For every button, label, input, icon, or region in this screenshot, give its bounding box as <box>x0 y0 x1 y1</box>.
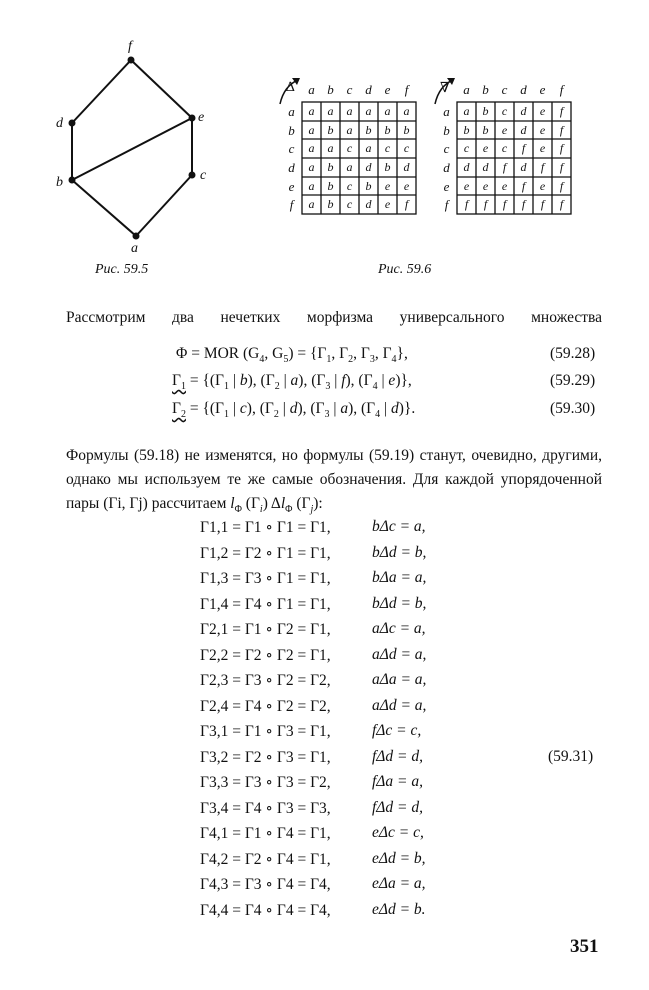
label-e: e <box>198 110 205 125</box>
table-cell: b <box>403 123 410 137</box>
composition-rhs: eΔa = a, <box>372 875 426 892</box>
composition-rhs: aΔc = a, <box>372 620 426 637</box>
table-cell: a <box>365 141 372 155</box>
table-cell: b <box>365 179 372 193</box>
row-header: c <box>443 141 450 156</box>
table-cell: b <box>482 123 489 137</box>
table-cell: f <box>502 197 507 211</box>
node-f <box>128 57 135 64</box>
column-header: d <box>365 82 372 97</box>
column-header: e <box>384 82 391 97</box>
composition-rhs: bΔd = b, <box>372 543 427 561</box>
table-cell: d <box>365 197 372 211</box>
row-header: a <box>443 104 450 119</box>
paragraph: Формулы (59.18) не изменятся, но формулы (59.19) станут, очевидно, другими, однако мы используем те же самые обозначения. Для каждой упорядоченной пары (Γi, Γj) рассчитаем $l_\Phi$ $(\Gamma_i)$ $\Delta l_\Phi$ $(\Gamma_j)$: <box>66 447 602 516</box>
row-header: d <box>443 160 450 175</box>
composition-rhs: bΔd = b, <box>372 594 427 612</box>
composition-rhs: fΔd = d, <box>372 747 423 765</box>
join-symbol: ∇ <box>440 81 450 96</box>
composition-lhs: Γ1,2 = Γ2 ∘ Γ1 = Γ1, <box>200 544 331 562</box>
table-cell: a <box>384 104 391 118</box>
composition-rhs: eΔc = c, <box>372 824 424 841</box>
equation-number: (59.31) <box>548 748 594 765</box>
table-cell: f <box>559 141 564 155</box>
table-cell: e <box>384 197 391 211</box>
composition-rhs: eΔd = b. <box>372 900 426 918</box>
table-cell: e <box>539 104 546 118</box>
table-cell: a <box>327 104 334 118</box>
node-c <box>189 172 196 179</box>
table-cell: f <box>521 141 526 155</box>
lattice-diagram <box>40 30 230 260</box>
node-e <box>189 115 196 122</box>
table-cell: d <box>520 104 527 118</box>
figure-caption-59-5: Рис. 59.5 <box>95 262 149 277</box>
composition-lhs: Γ2,4 = Γ4 ∘ Γ2 = Γ2, <box>200 697 331 715</box>
composition-rhs: fΔd = d, <box>372 798 423 816</box>
table-cell: b <box>327 160 334 174</box>
table-cell: f <box>464 197 469 211</box>
row-header: d <box>288 160 295 175</box>
table-cell: e <box>501 179 508 193</box>
table-cell: c <box>346 141 353 155</box>
table-cell: b <box>327 123 334 137</box>
label-d: d <box>56 116 63 131</box>
composition-lhs: Γ2,2 = Γ2 ∘ Γ2 = Γ1, <box>200 646 331 664</box>
composition-rhs: aΔd = a, <box>372 645 427 663</box>
composition-lhs: Γ3,4 = Γ4 ∘ Γ3 = Γ3, <box>200 799 331 817</box>
table-cell: d <box>482 160 489 174</box>
column-header: f <box>404 82 409 97</box>
label-b: b <box>56 175 63 190</box>
table-cell: e <box>501 123 508 137</box>
composition-lhs: Γ3,3 = Γ3 ∘ Γ3 = Γ2, <box>200 774 331 791</box>
equation-59-28: Φ = MOR ($G_4$, $G_5) = \{\Gamma_1$, $\Gamma_2$, $\Gamma_3$, $\Gamma_4$}, <box>176 345 408 366</box>
table-cell: d <box>520 160 527 174</box>
composition-lhs: Γ2,3 = Γ3 ∘ Γ2 = Γ2, <box>200 672 331 689</box>
table-cell: c <box>346 197 353 211</box>
row-header: e <box>288 179 295 194</box>
column-header: b <box>482 82 489 97</box>
table-cell: c <box>463 141 470 155</box>
composition-rhs: bΔa = a, <box>372 569 427 586</box>
table-cell: a <box>308 197 315 211</box>
paragraph-text: Формулы (59.18) не изменятся, но формулы (59.19) станут, очевидно, другими, однако мы используем те же самые обозначения. Для каждой упорядоченной пары (Γi, Γj) рассчитаем <box>66 447 602 512</box>
table-cell: d <box>463 160 470 174</box>
table-cell: c <box>346 179 353 193</box>
table-cell: e <box>539 179 546 193</box>
column-header: d <box>520 82 527 97</box>
table-cell: c <box>384 141 391 155</box>
table-cell: b <box>384 123 391 137</box>
row-header: a <box>288 104 295 119</box>
column-header: a <box>463 82 470 97</box>
equation-number: (59.28) <box>550 345 596 362</box>
table-cell: a <box>308 141 315 155</box>
table-cell: a <box>346 160 353 174</box>
table-cell: b <box>327 197 334 211</box>
table-cell: f <box>502 160 507 174</box>
composition-rhs: eΔd = b, <box>372 849 426 867</box>
table-cell: e <box>482 179 489 193</box>
table-cell: b <box>482 104 489 118</box>
composition-lhs: Γ4,4 = Γ4 ∘ Γ4 = Γ4, <box>200 901 331 919</box>
table-cell: e <box>463 179 470 193</box>
table-cell: f <box>559 123 564 137</box>
column-header: c <box>501 82 508 97</box>
table-cell: a <box>308 123 315 137</box>
page-number: 351 <box>570 936 599 957</box>
row-header: c <box>288 141 295 156</box>
table-cell: c <box>403 141 410 155</box>
table-cell: b <box>384 160 391 174</box>
composition-lhs: Γ1,4 = Γ4 ∘ Γ1 = Γ1, <box>200 595 331 613</box>
table-cell: a <box>365 104 372 118</box>
row-header: f <box>444 197 449 212</box>
table-cell: d <box>365 160 372 174</box>
table-cell: f <box>559 179 564 193</box>
row-header: e <box>443 179 450 194</box>
row-header: b <box>443 123 450 138</box>
row-header: b <box>288 123 295 138</box>
table-cell: f <box>559 197 564 211</box>
equation-59-29: $\Gamma_1 = \{(\Gamma_1$ | b), ($\Gamma_2$ | a), ($\Gamma_3$ | f), ($\Gamma_4$ | e)}, <box>172 372 412 393</box>
table-cell: f <box>404 197 409 211</box>
table-cell: f <box>521 197 526 211</box>
table-cell: f <box>559 160 564 174</box>
composition-rhs: fΔa = a, <box>372 773 423 790</box>
intro-sentence: Рассмотрим два нечетких морфизма универсального множества <box>66 309 602 326</box>
table-cell: a <box>308 104 315 118</box>
meet-symbol: ∆ <box>286 80 295 95</box>
table-cell: a <box>463 104 470 118</box>
composition-rhs: aΔa = a, <box>372 671 427 688</box>
table-cell: a <box>346 123 353 137</box>
composition-list <box>200 518 460 928</box>
equation-59-30: $\Gamma_2 = \{(\Gamma_1$ | c), ($\Gamma_2$ | d), ($\Gamma_3$ | a), ($\Gamma_4$ | d)}. <box>172 400 416 421</box>
figure-caption-59-6: Рис. 59.6 <box>378 262 432 277</box>
composition-lhs: Γ3,2 = Γ2 ∘ Γ3 = Γ1, <box>200 748 331 766</box>
composition-lhs: Γ1,3 = Γ3 ∘ Γ1 = Γ1, <box>200 570 331 587</box>
composition-lhs: Γ1,1 = Γ1 ∘ Γ1 = Γ1, <box>200 519 331 536</box>
node-d <box>69 120 76 127</box>
composition-rhs: fΔc = c, <box>372 722 422 739</box>
composition-lhs: Γ4,1 = Γ1 ∘ Γ4 = Γ1, <box>200 825 331 842</box>
composition-rhs: bΔc = a, <box>372 518 426 535</box>
equation-number: (59.30) <box>550 400 596 417</box>
column-header: a <box>308 82 315 97</box>
table-cell: f <box>540 197 545 211</box>
table-cell: a <box>327 141 334 155</box>
equation-number: (59.29) <box>550 372 596 389</box>
table-cell: f <box>559 104 564 118</box>
composition-lhs: Γ4,2 = Γ2 ∘ Γ4 = Γ1, <box>200 850 331 868</box>
table-cell: a <box>308 160 315 174</box>
composition-rhs: aΔd = a, <box>372 696 427 714</box>
table-cell: a <box>308 179 315 193</box>
table-cell: e <box>482 141 489 155</box>
column-header: f <box>559 82 564 97</box>
label-c: c <box>200 168 207 183</box>
node-b <box>69 177 76 184</box>
table-cell: e <box>384 179 391 193</box>
table-cell: e <box>403 179 410 193</box>
table-cell: b <box>463 123 470 137</box>
table-cell: f <box>521 179 526 193</box>
table-cell: e <box>539 141 546 155</box>
table-cell: a <box>403 104 410 118</box>
node-a <box>133 233 140 240</box>
column-header: b <box>327 82 334 97</box>
table-cell: f <box>483 197 488 211</box>
column-header: c <box>346 82 353 97</box>
composition-lhs: Γ4,3 = Γ3 ∘ Γ4 = Γ4, <box>200 876 331 893</box>
operation-tables <box>270 72 610 222</box>
label-a: a <box>131 241 138 256</box>
label-f: f <box>128 39 132 54</box>
table-cell: b <box>365 123 372 137</box>
composition-lhs: Γ2,1 = Γ1 ∘ Γ2 = Γ1, <box>200 621 331 638</box>
row-header: f <box>289 197 294 212</box>
table-cell: f <box>540 160 545 174</box>
table-cell: d <box>403 160 410 174</box>
table-cell: a <box>346 104 353 118</box>
table-cell: b <box>327 179 334 193</box>
table-cell: d <box>520 123 527 137</box>
column-header: e <box>539 82 546 97</box>
table-cell: c <box>501 141 508 155</box>
table-cell: c <box>501 104 508 118</box>
table-cell: e <box>539 123 546 137</box>
composition-lhs: Γ3,1 = Γ1 ∘ Γ3 = Γ1, <box>200 723 331 740</box>
